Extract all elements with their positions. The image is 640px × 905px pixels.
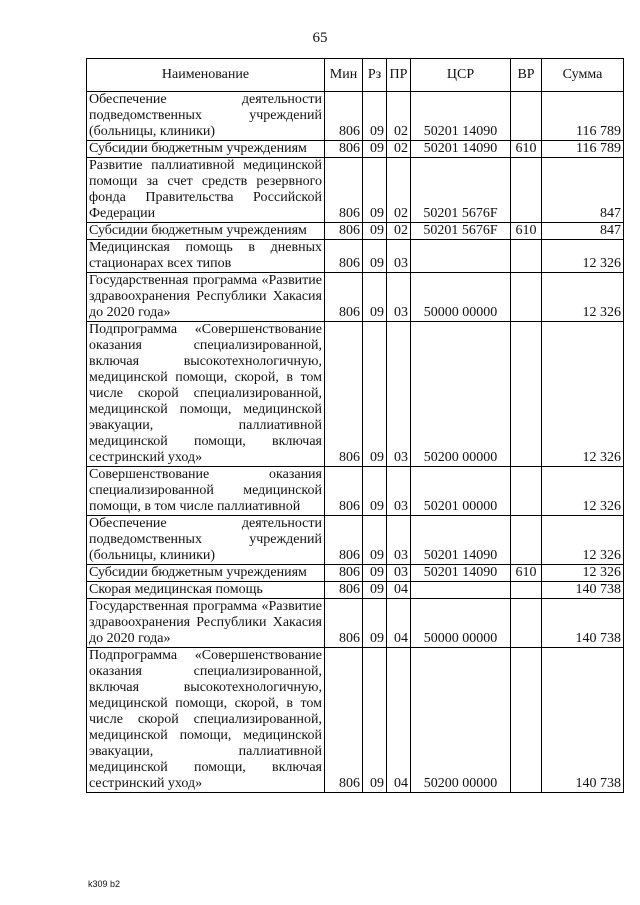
row-vr bbox=[511, 273, 542, 322]
row-csr: 50201 00000 bbox=[411, 467, 511, 516]
row-sum: 140 738 bbox=[542, 599, 624, 648]
row-name: Подпрограмма «Совершенствование оказания специализированной, включая высокотехнологичную, медицинской помощи, скорой, в том числе скорой специализированной, медицинской помощи, медицинской эвакуации, паллиативной медицинской помощи, включая сестринский уход» bbox=[87, 322, 325, 467]
row-vr bbox=[511, 582, 542, 599]
row-vr bbox=[511, 467, 542, 516]
row-name: Медицинская помощь в дневных стационарах всех типов bbox=[87, 240, 325, 273]
header-sum: Сумма bbox=[542, 59, 624, 92]
row-pr: 02 bbox=[387, 158, 411, 223]
row-sum: 140 738 bbox=[542, 648, 624, 793]
row-min: 806 bbox=[325, 565, 363, 582]
header-rz: Рз bbox=[363, 59, 387, 92]
row-rz: 09 bbox=[363, 648, 387, 793]
row-pr: 04 bbox=[387, 599, 411, 648]
row-min: 806 bbox=[325, 141, 363, 158]
row-name: Государственная программа «Развитие здравоохранения Республики Хакасия до 2020 года» bbox=[87, 599, 325, 648]
row-sum: 847 bbox=[542, 158, 624, 223]
row-pr: 03 bbox=[387, 240, 411, 273]
row-csr: 50201 5676F bbox=[411, 158, 511, 223]
row-pr: 03 bbox=[387, 565, 411, 582]
row-min: 806 bbox=[325, 648, 363, 793]
row-vr bbox=[511, 516, 542, 565]
row-name: Субсидии бюджетным учреждениям bbox=[87, 565, 325, 582]
budget-table bbox=[86, 58, 624, 793]
row-sum: 140 738 bbox=[542, 582, 624, 599]
table-row bbox=[87, 158, 624, 223]
row-name: Развитие паллиативной медицинской помощи за счет средств резервного фонда Правительства Российской Федерации bbox=[87, 158, 325, 223]
header-min: Мин bbox=[325, 59, 363, 92]
row-csr: 50000 00000 bbox=[411, 273, 511, 322]
row-vr: 610 bbox=[511, 223, 542, 240]
row-min: 806 bbox=[325, 92, 363, 141]
row-sum: 12 326 bbox=[542, 240, 624, 273]
row-rz: 09 bbox=[363, 92, 387, 141]
row-pr: 03 bbox=[387, 516, 411, 565]
row-pr: 03 bbox=[387, 273, 411, 322]
row-pr: 04 bbox=[387, 648, 411, 793]
row-min: 806 bbox=[325, 240, 363, 273]
row-sum: 12 326 bbox=[542, 273, 624, 322]
row-vr bbox=[511, 599, 542, 648]
table-row bbox=[87, 648, 624, 793]
table-row bbox=[87, 582, 624, 599]
table-row bbox=[87, 322, 624, 467]
row-pr: 02 bbox=[387, 141, 411, 158]
row-sum: 116 789 bbox=[542, 141, 624, 158]
row-name: Обеспечение деятельности подведомственных учреждений (больницы, клиники) bbox=[87, 92, 325, 141]
page-number: 65 bbox=[312, 30, 328, 46]
row-name: Подпрограмма «Совершенствование оказания специализированной, включая высокотехнологичную, медицинской помощи, скорой, в том числе скорой специализированной, медицинской помощи, медицинской эвакуации, паллиативной медицинской помощи, включая сестринский уход» bbox=[87, 648, 325, 793]
table-row bbox=[87, 141, 624, 158]
row-sum: 12 326 bbox=[542, 565, 624, 582]
row-vr bbox=[511, 648, 542, 793]
row-vr bbox=[511, 240, 542, 273]
row-csr: 50200 00000 bbox=[411, 322, 511, 467]
row-pr: 02 bbox=[387, 223, 411, 240]
row-pr: 02 bbox=[387, 92, 411, 141]
row-csr: 50201 14090 bbox=[411, 565, 511, 582]
row-csr: 50201 14090 bbox=[411, 92, 511, 141]
table-header-row bbox=[87, 59, 624, 92]
row-min: 806 bbox=[325, 322, 363, 467]
row-min: 806 bbox=[325, 158, 363, 223]
row-vr: 610 bbox=[511, 141, 542, 158]
row-sum: 12 326 bbox=[542, 516, 624, 565]
row-rz: 09 bbox=[363, 240, 387, 273]
row-vr bbox=[511, 322, 542, 467]
row-csr bbox=[411, 582, 511, 599]
table-row bbox=[87, 223, 624, 240]
row-rz: 09 bbox=[363, 141, 387, 158]
table-row bbox=[87, 240, 624, 273]
row-pr: 03 bbox=[387, 467, 411, 516]
row-rz: 09 bbox=[363, 582, 387, 599]
row-rz: 09 bbox=[363, 273, 387, 322]
row-csr: 50000 00000 bbox=[411, 599, 511, 648]
row-rz: 09 bbox=[363, 599, 387, 648]
table-row bbox=[87, 565, 624, 582]
row-min: 806 bbox=[325, 273, 363, 322]
row-name: Субсидии бюджетным учреждениям bbox=[87, 223, 325, 240]
table-body bbox=[87, 92, 624, 793]
row-min: 806 bbox=[325, 516, 363, 565]
row-rz: 09 bbox=[363, 516, 387, 565]
row-csr: 50201 5676F bbox=[411, 223, 511, 240]
header-vr: ВР bbox=[511, 59, 542, 92]
row-min: 806 bbox=[325, 599, 363, 648]
table-row bbox=[87, 92, 624, 141]
row-csr: 50201 14090 bbox=[411, 516, 511, 565]
header-csr: ЦСР bbox=[411, 59, 511, 92]
row-csr: 50200 00000 bbox=[411, 648, 511, 793]
row-sum: 12 326 bbox=[542, 322, 624, 467]
row-pr: 04 bbox=[387, 582, 411, 599]
row-pr: 03 bbox=[387, 322, 411, 467]
table-row bbox=[87, 599, 624, 648]
row-vr bbox=[511, 158, 542, 223]
row-min: 806 bbox=[325, 223, 363, 240]
row-csr: 50201 14090 bbox=[411, 141, 511, 158]
row-vr bbox=[511, 92, 542, 141]
table-row bbox=[87, 273, 624, 322]
row-csr bbox=[411, 240, 511, 273]
row-sum: 116 789 bbox=[542, 92, 624, 141]
row-min: 806 bbox=[325, 467, 363, 516]
row-rz: 09 bbox=[363, 467, 387, 516]
row-name: Совершенствование оказания специализированной медицинской помощи, в том числе паллиативной bbox=[87, 467, 325, 516]
row-rz: 09 bbox=[363, 565, 387, 582]
row-name: Скорая медицинская помощь bbox=[87, 582, 325, 599]
row-sum: 847 bbox=[542, 223, 624, 240]
row-name: Обеспечение деятельности подведомственных учреждений (больницы, клиники) bbox=[87, 516, 325, 565]
row-rz: 09 bbox=[363, 158, 387, 223]
table-row bbox=[87, 467, 624, 516]
row-rz: 09 bbox=[363, 223, 387, 240]
footer-code: k309 b2 bbox=[88, 879, 121, 889]
row-vr: 610 bbox=[511, 565, 542, 582]
table-row bbox=[87, 516, 624, 565]
row-min: 806 bbox=[325, 582, 363, 599]
row-rz: 09 bbox=[363, 322, 387, 467]
row-name: Субсидии бюджетным учреждениям bbox=[87, 141, 325, 158]
row-sum: 12 326 bbox=[542, 467, 624, 516]
row-name: Государственная программа «Развитие здравоохранения Республики Хакасия до 2020 года» bbox=[87, 273, 325, 322]
header-name: Наименование bbox=[87, 59, 325, 92]
header-pr: ПР bbox=[387, 59, 411, 92]
